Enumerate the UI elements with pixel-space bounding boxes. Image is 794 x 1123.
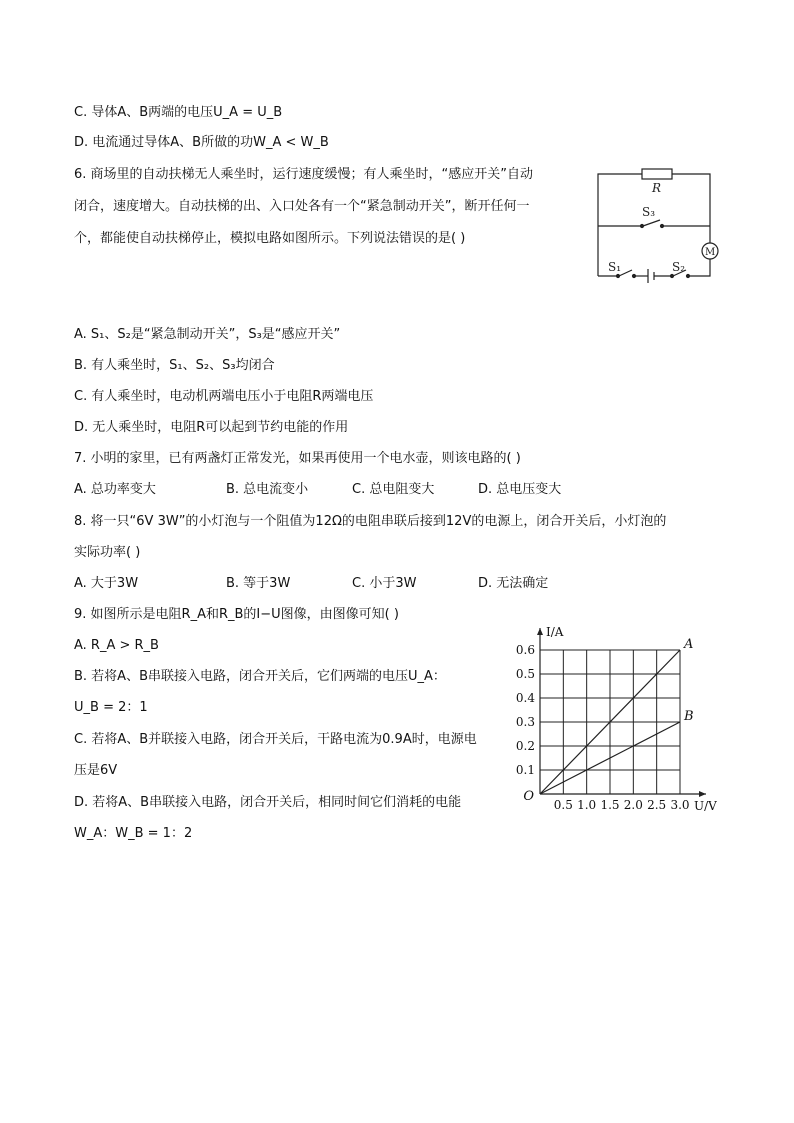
x-tick-label: 1.0	[577, 798, 597, 812]
q6-stem-line-3: 个，都能使自动扶梯停止，模拟电路如图所示。下列说法错误的是( )	[74, 231, 466, 246]
q9-option-d-line-1: D. 若将A、B串联接入电路，闭合开关后，相同时间它们消耗的电能	[74, 795, 462, 810]
q8-stem-line-1: 8. 将一只“6V 3W”的小灯泡与一个阻值为12Ω的电阻串联后接到12V的电源上，闭合开关后，小灯泡的	[74, 514, 667, 529]
switch-s3-label: S₃	[642, 205, 656, 219]
y-tick-label: 0.6	[515, 643, 535, 657]
q7-stem: 7. 小明的家里，已有两盏灯正常发光，如果再使用一个电水壶，则该电路的( )	[74, 451, 521, 466]
y-tick-label: 0.2	[515, 739, 535, 753]
q8-option-d: D. 无法确定	[478, 576, 549, 591]
switch-s1-label: S₁	[608, 260, 622, 274]
y-tick-label: 0.3	[515, 715, 535, 729]
q8-option-a: A. 大于3W	[74, 576, 139, 591]
q6-option-c: C. 有人乘坐时，电动机两端电压小于电阻R两端电压	[74, 389, 374, 404]
q5-option-d: D. 电流通过导体A、B所做的功W_A < W_B	[74, 135, 329, 150]
y-tick-label: 0.4	[515, 691, 535, 705]
x-tick-label: 1.5	[600, 798, 620, 812]
q9-option-c-line-1: C. 若将A、B并联接入电路，闭合开关后，干路电流为0.9A时，电源电	[74, 732, 477, 747]
x-axis-arrow	[699, 791, 706, 797]
iu-chart	[508, 604, 728, 814]
x-tick-label: 2.5	[647, 798, 667, 812]
resistor-label: R	[652, 181, 662, 195]
motor-label: M	[705, 247, 716, 258]
y-tick-label: 0.5	[515, 667, 535, 681]
x-tick-label: 2.0	[623, 798, 643, 812]
switch-s2-label: S₂	[672, 260, 686, 274]
q9-option-b-line-1: B. 若将A、B串联接入电路，闭合开关后，它们两端的电压U_A：	[74, 669, 446, 684]
q9-stem: 9. 如图所示是电阻R_A和R_B的I−U图像，由图像可知( )	[74, 607, 399, 622]
resistor-symbol	[642, 169, 672, 179]
q8-stem-line-2: 实际功率( )	[74, 545, 141, 560]
y-axis-label: I/A	[546, 625, 564, 639]
q6-option-d: D. 无人乘坐时，电阻R可以起到节约电能的作用	[74, 420, 349, 435]
origin-label: O	[523, 789, 534, 804]
x-tick-label: 0.5	[553, 798, 573, 812]
q9-option-d-line-2: W_A：W_B = 1：2	[74, 826, 193, 841]
x-axis-label: U/V	[694, 799, 717, 813]
q6-option-b: B. 有人乘坐时，S₁、S₂、S₃均闭合	[74, 358, 275, 373]
q8-options-row	[74, 575, 634, 593]
q7-option-d: D. 总电压变大	[478, 482, 562, 497]
series-label-a: A	[684, 637, 694, 652]
q8-option-b: B. 等于3W	[226, 576, 291, 591]
q6-stem-line-1: 6. 商场里的自动扶梯无人乘坐时，运行速度缓慢；有人乘坐时，“感应开关”自动	[74, 167, 534, 182]
q7-option-a: A. 总功率变大	[74, 482, 156, 497]
q7-option-b: B. 总电流变小	[226, 482, 309, 497]
q7-option-c: C. 总电阻变大	[352, 482, 435, 497]
q9-option-a: A. R_A > R_B	[74, 638, 159, 653]
q8-option-c: C. 小于3W	[352, 576, 417, 591]
y-axis-arrow	[537, 628, 543, 635]
q9-option-c-line-2: 压是6V	[74, 763, 118, 778]
q7-options-row	[74, 481, 634, 499]
switch-s3-blade	[643, 220, 660, 226]
q5-option-c: C. 导体A、B两端的电压U_A = U_B	[74, 105, 283, 120]
x-tick-label: 3.0	[670, 798, 690, 812]
y-tick-label: 0.1	[515, 763, 535, 777]
circuit-diagram	[590, 166, 730, 291]
q9-option-b-line-2: U_B = 2：1	[74, 700, 148, 715]
q6-option-a: A. S₁、S₂是“紧急制动开关”，S₃是“感应开关”	[74, 327, 341, 342]
series-label-b: B	[684, 709, 694, 724]
q6-stem-line-2: 闭合，速度增大。自动扶梯的出、入口处各有一个“紧急制动开关”，断开任何一	[74, 199, 530, 214]
